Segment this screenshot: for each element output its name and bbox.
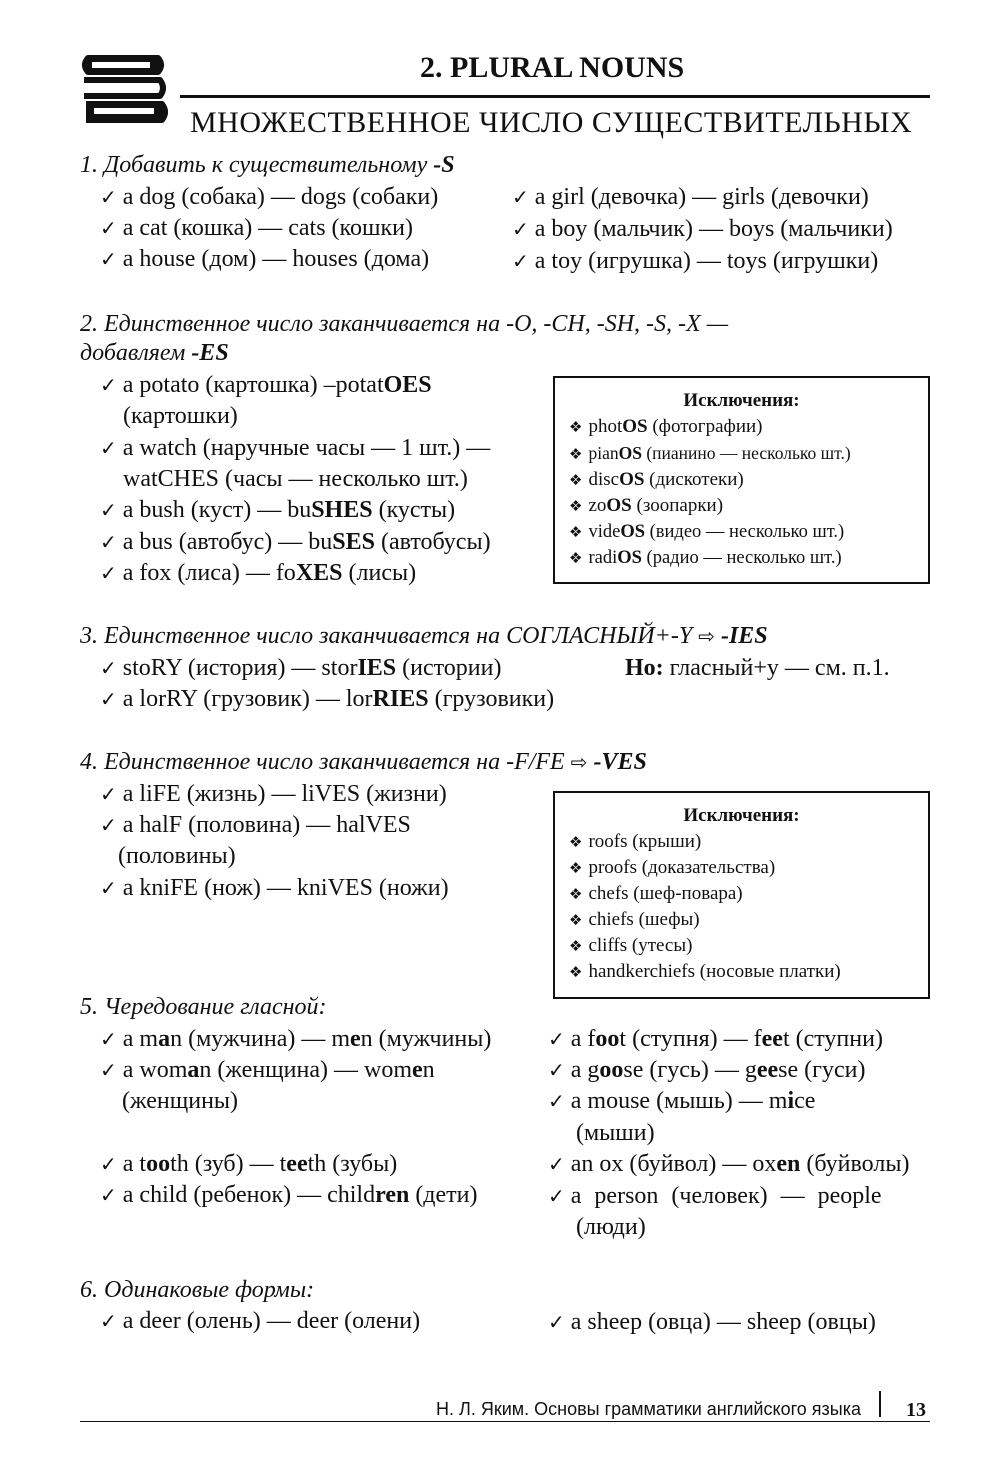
list-item: ✓ a tooth (зуб) — teeth (зубы) bbox=[100, 1149, 397, 1179]
list-item: ✓ a boy (мальчик) — boys (мальчики) bbox=[512, 214, 893, 244]
books-icon bbox=[78, 50, 168, 132]
list-item: ✓ a bush (куст) — buSHES (кусты) bbox=[100, 495, 455, 525]
list-item: ✓ a halF (половина) — halVES bbox=[100, 810, 411, 840]
section-2-heading: 2. Единственное число заканчивается на -O, -CH, -SH, -S, -X — bbox=[80, 311, 729, 337]
list-item-continuation: (люди) bbox=[576, 1214, 646, 1240]
list-item: ✓ a bus (автобус) — buSES (автобусы) bbox=[100, 527, 491, 557]
list-item: ✓ a watch (наручные часы — 1 шт.) — bbox=[100, 433, 490, 463]
list-item: ✓ a person (человек) — people bbox=[548, 1181, 882, 1211]
arrow-right-icon: ⇨ bbox=[570, 750, 588, 774]
list-item: ✓ a mouse (мышь) — mice bbox=[548, 1086, 815, 1116]
page-title: 2. PLURAL NOUNS bbox=[420, 51, 685, 84]
list-item: ✓ a child (ребенок) — children (дети) bbox=[100, 1180, 478, 1210]
list-item: ❖ pianOS (пианино — несколько шт.) bbox=[555, 440, 928, 467]
footer-text: Н. Л. Яким. Основы грамматики английского языка bbox=[436, 1399, 861, 1419]
exceptions-box-1 bbox=[553, 376, 930, 584]
exceptions-box-2 bbox=[553, 791, 930, 999]
footer-divider bbox=[879, 1391, 881, 1417]
list-item: ✓ a girl (девочка) — girls (девочки) bbox=[512, 182, 869, 212]
section-3-heading: 3. Единственное число заканчивается на СОГЛАСНЫЙ+-Y ⇨ -IES bbox=[80, 623, 768, 649]
list-item-continuation: watCHES (часы — несколько шт.) bbox=[123, 466, 468, 492]
list-item: ✓ a goose (гусь) — geese (гуси) bbox=[548, 1055, 865, 1085]
exceptions-title: Исключения: bbox=[683, 390, 800, 411]
list-item: ❖ roofs (крыши) bbox=[555, 829, 928, 855]
exceptions-title: Исключения: bbox=[683, 805, 800, 826]
header-rule bbox=[180, 95, 930, 98]
section-6-heading: 6. Одинаковые формы: bbox=[80, 1277, 315, 1303]
list-item: ✓ a liFE (жизнь) — liVES (жизни) bbox=[100, 779, 447, 809]
list-item: ✓ a fox (лиса) — foXES (лисы) bbox=[100, 558, 416, 588]
list-item: ✓ a dog (собака) — dogs (собаки) bbox=[100, 182, 438, 212]
list-item: ❖ proofs (доказательства) bbox=[555, 855, 928, 881]
list-item: ❖ chiefs (шефы) bbox=[555, 907, 928, 933]
list-item-continuation: (мыши) bbox=[576, 1120, 655, 1146]
arrow-right-icon: ⇨ bbox=[698, 624, 715, 648]
list-item: ✓ a sheep (овца) — sheep (овцы) bbox=[548, 1307, 876, 1337]
list-item: ✓ a kniFE (нож) — kniVES (ножи) bbox=[100, 873, 449, 903]
page-number: 13 bbox=[906, 1399, 926, 1421]
list-item: ✓ stoRY (история) — storIES (истории) bbox=[100, 653, 501, 683]
list-item: ✓ a lorRY (грузовик) — lorRIES (грузовики) bbox=[100, 684, 554, 714]
list-item: ❖ radiOS (радио — несколько шт.) bbox=[555, 545, 928, 571]
list-item: ❖ handkerchiefs (носовые платки) bbox=[555, 959, 928, 985]
list-item: ❖ chefs (шеф-повара) bbox=[555, 881, 928, 907]
list-item: ✓ a man (мужчина) — men (мужчины) bbox=[100, 1024, 491, 1054]
list-item: ✓ a deer (олень) — deer (олени) bbox=[100, 1306, 420, 1336]
list-item: ✓ a cat (кошка) — cats (кошки) bbox=[100, 213, 413, 243]
list-item: ✓ an ox (буйвол) — oxen (буйволы) bbox=[548, 1149, 909, 1179]
list-item: ✓ a potato (картошка) –potatOES bbox=[100, 370, 432, 400]
section-3-note: Но: гласный+y — см. п.1. bbox=[625, 655, 890, 681]
footer-rule bbox=[80, 1421, 930, 1422]
list-item: ❖ zoOS (зоопарки) bbox=[555, 493, 928, 519]
list-item: ❖ cliffs (утесы) bbox=[555, 933, 928, 959]
section-1-heading: 1. Добавить к существительному -S bbox=[80, 152, 455, 178]
section-5-heading: 5. Чередование гласной: bbox=[80, 994, 327, 1020]
list-item: ❖ discOS (дискотеки) bbox=[555, 467, 928, 493]
page-subtitle: МНОЖЕСТВЕННОЕ ЧИСЛО СУЩЕСТВИТЕЛЬНЫХ bbox=[190, 106, 913, 139]
list-item-continuation: (половины) bbox=[118, 843, 236, 869]
list-item: ❖ videOS (видео — несколько шт.) bbox=[555, 519, 928, 545]
list-item: ✓ a woman (женщина) — women bbox=[100, 1055, 435, 1085]
list-item: ✓ a toy (игрушка) — toys (игрушки) bbox=[512, 246, 878, 276]
section-2-heading-line2: добавляем -ES bbox=[80, 340, 229, 366]
section-4-heading: 4. Единственное число заканчивается на -F/FE ⇨ -VES bbox=[80, 749, 647, 775]
list-item-continuation: (женщины) bbox=[122, 1088, 239, 1114]
list-item-continuation: (картошки) bbox=[123, 403, 238, 429]
list-item: ❖ photOS (фотографии) bbox=[555, 414, 928, 440]
list-item: ✓ a house (дом) — houses (дома) bbox=[100, 244, 429, 274]
list-item: ✓ a foot (ступня) — feet (ступни) bbox=[548, 1024, 883, 1054]
